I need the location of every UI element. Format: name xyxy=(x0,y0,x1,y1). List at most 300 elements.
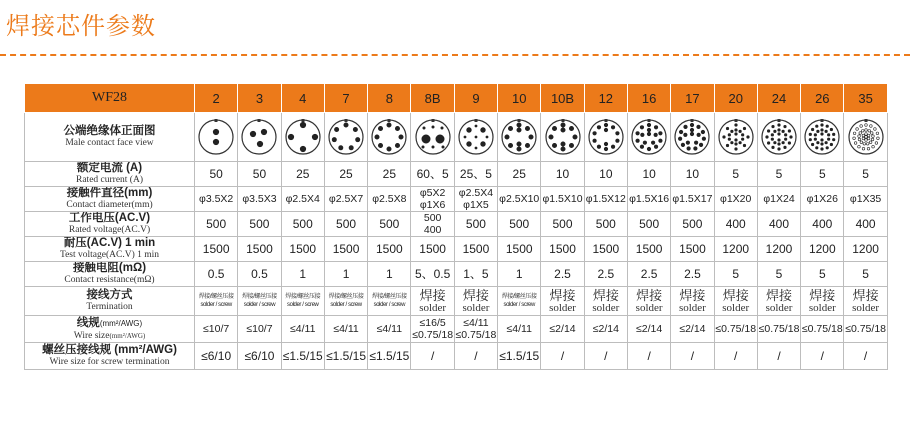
column-header: 9 xyxy=(454,84,497,113)
diameter-value: φ2.5X7 xyxy=(328,193,364,205)
row-label-en: Contact resistance(mΩ) xyxy=(64,275,155,285)
screwwire-cell xyxy=(411,343,454,370)
voltage-cell xyxy=(714,212,757,237)
current-value: 60、5 xyxy=(416,166,449,181)
test-value: 1200 xyxy=(808,241,836,256)
current-value: 10 xyxy=(599,166,613,181)
screwwire-cell xyxy=(844,343,887,370)
termination-cell xyxy=(627,287,670,316)
test-cell xyxy=(498,237,541,262)
spec-table xyxy=(24,83,888,370)
diameter-value: φ1X20 xyxy=(720,193,752,205)
test-value: 1500 xyxy=(375,241,403,256)
test-cell xyxy=(454,237,497,262)
termination-cell xyxy=(541,287,584,316)
column-header: 10 xyxy=(498,84,541,113)
column-header: 20 xyxy=(714,84,757,113)
resistance-value: 5 xyxy=(732,266,740,281)
resistance-cell xyxy=(238,262,281,287)
termination-value: solder / screw xyxy=(200,302,232,308)
resistance-cell xyxy=(714,262,757,287)
diameter-value: φ1.5X12 xyxy=(585,193,626,205)
wire-value: ≤4/11 xyxy=(506,323,532,335)
test-cell xyxy=(238,237,281,262)
diameter-cell xyxy=(411,187,454,212)
test-row xyxy=(25,237,888,262)
screwwire-value: / xyxy=(474,348,478,363)
current-cell xyxy=(714,162,757,187)
termination-value: solder xyxy=(549,301,576,314)
row-label-en: Wire size(mm²/AWG) xyxy=(73,330,146,341)
test-value: 1500 xyxy=(592,241,620,256)
diameter-cell xyxy=(498,187,541,212)
voltage-value: 500 xyxy=(379,216,400,231)
wire-value: ≤0.75/18 xyxy=(715,323,757,335)
voltage-value: 400 xyxy=(725,216,746,231)
connector-face-icon xyxy=(630,118,668,156)
screwwire-cell xyxy=(195,343,238,370)
termination-cell xyxy=(844,287,887,316)
current-cell xyxy=(801,162,844,187)
test-cell xyxy=(627,237,670,262)
connector-face-icon xyxy=(457,118,495,156)
resistance-cell xyxy=(498,262,541,287)
screwwire-cell xyxy=(671,343,714,370)
diameter-value: φ1X26 xyxy=(806,193,838,205)
voltage-value: 500 xyxy=(639,216,660,231)
current-value: 5 xyxy=(775,166,783,181)
column-header: 8 xyxy=(368,84,411,113)
wire-row xyxy=(25,316,888,343)
termination-value: solder xyxy=(808,301,836,314)
wire-value: ≤2/14 xyxy=(636,323,663,335)
termination-value: 焊接 xyxy=(592,287,619,303)
test-value: 1500 xyxy=(679,241,706,256)
resistance-value: 1 xyxy=(299,266,307,281)
termination-cell xyxy=(324,287,367,316)
face-view-row xyxy=(25,113,888,162)
column-header: 26 xyxy=(801,84,844,113)
diameter-value: φ2.5X8 xyxy=(372,193,407,205)
voltage-cell xyxy=(801,212,844,237)
connector-face-icon xyxy=(327,118,365,156)
screwwire-value: / xyxy=(820,348,824,363)
diameter-value: φ1X6 xyxy=(419,199,446,211)
voltage-cell xyxy=(454,212,497,237)
header-row xyxy=(25,84,888,113)
row-label-termination xyxy=(25,287,195,316)
test-cell xyxy=(411,237,454,262)
test-cell xyxy=(584,237,627,262)
row-label-face xyxy=(25,113,195,162)
test-cell xyxy=(541,237,584,262)
test-cell xyxy=(801,237,844,262)
screwwire-value: / xyxy=(430,348,435,363)
termination-cell xyxy=(757,287,800,316)
voltage-value: 400 xyxy=(423,224,442,236)
row-label-en: Test voltage(AC.V) 1 min xyxy=(59,250,160,260)
test-value: 1500 xyxy=(332,241,360,256)
face-view-cell xyxy=(498,113,541,162)
screwwire-value: / xyxy=(604,348,608,363)
termination-cell xyxy=(801,287,844,316)
screwwire-value: ≤6/10 xyxy=(244,348,275,363)
row-label-cn: 螺丝压接线规 (mm²/AWG) xyxy=(42,344,177,356)
connector-face-icon xyxy=(673,118,711,156)
face-view-cell xyxy=(714,113,757,162)
resistance-value: 5 xyxy=(818,266,826,281)
test-cell xyxy=(844,237,887,262)
termination-value: solder xyxy=(419,301,447,314)
resistance-value: 2.5 xyxy=(640,266,658,281)
row-label-cn: 公端绝缘体正面图 xyxy=(63,125,156,137)
current-value: 25 xyxy=(512,166,526,181)
test-cell xyxy=(324,237,367,262)
column-header: 35 xyxy=(844,84,887,113)
row-label-en: Rated voltage(AC.V) xyxy=(68,225,151,235)
current-cell xyxy=(238,162,281,187)
termination-cell xyxy=(714,287,757,316)
resistance-value: 0.5 xyxy=(207,266,225,281)
current-value: 5 xyxy=(818,166,826,181)
wire-value: ≤0.75/18 xyxy=(758,323,800,335)
row-label-screwwire xyxy=(25,343,195,370)
screwwire-cell xyxy=(801,343,844,370)
voltage-cell xyxy=(844,212,887,237)
resistance-value: 5 xyxy=(775,266,783,281)
test-value: 1500 xyxy=(289,241,317,256)
resistance-cell xyxy=(454,262,497,287)
test-value: 1500 xyxy=(462,241,490,256)
wire-cell xyxy=(541,316,584,343)
wire-cell xyxy=(757,316,800,343)
screwwire-cell xyxy=(498,343,541,370)
screwwire-value: / xyxy=(863,348,868,363)
wire-value: ≤16/5 xyxy=(419,317,446,329)
termination-value: 焊接 xyxy=(462,287,489,303)
diameter-cell xyxy=(757,187,800,212)
resistance-row xyxy=(25,262,888,287)
termination-value: solder xyxy=(852,301,880,314)
row-label-en: Male contact face view xyxy=(65,138,154,148)
current-cell xyxy=(844,162,887,187)
column-header: 7 xyxy=(324,84,367,113)
page-title: 焊接芯件参数 xyxy=(6,12,156,40)
diameter-value: φ1.5X10 xyxy=(542,193,583,205)
wire-cell xyxy=(844,316,887,343)
column-header: 10B xyxy=(541,84,584,113)
wire-cell xyxy=(411,316,454,343)
resistance-cell xyxy=(324,262,367,287)
wire-value: ≤4/11 xyxy=(376,323,403,335)
column-header: 24 xyxy=(757,84,800,113)
connector-face-icon xyxy=(414,118,452,156)
resistance-cell xyxy=(281,262,324,287)
resistance-value: 2.5 xyxy=(684,266,701,281)
face-view-cell xyxy=(195,113,238,162)
wire-cell xyxy=(671,316,714,343)
diameter-value: φ2.5X4 xyxy=(285,193,320,205)
connector-face-icon xyxy=(197,118,235,156)
termination-value: solder / screw xyxy=(330,302,362,308)
current-value: 5 xyxy=(862,166,869,181)
termination-value: 焊接 xyxy=(636,287,663,303)
diameter-cell xyxy=(238,187,281,212)
screwwire-cell xyxy=(627,343,670,370)
face-view-cell xyxy=(541,113,584,162)
screwwire-cell xyxy=(541,343,584,370)
termination-cell xyxy=(671,287,714,316)
resistance-cell xyxy=(195,262,238,287)
resistance-value: 2.5 xyxy=(597,266,615,281)
voltage-value: 500 xyxy=(682,216,703,231)
voltage-cell xyxy=(195,212,238,237)
screwwire-cell xyxy=(714,343,757,370)
test-cell xyxy=(671,237,714,262)
voltage-cell xyxy=(541,212,584,237)
wire-value: ≤2/14 xyxy=(592,323,619,335)
face-view-cell xyxy=(281,113,324,162)
row-label-cn: 额定电流 (A) xyxy=(76,162,143,174)
termination-row xyxy=(25,287,888,316)
current-cell xyxy=(627,162,670,187)
wire-cell xyxy=(195,316,238,343)
wire-value: ≤0.75/18 xyxy=(845,323,886,335)
connector-face-icon xyxy=(803,118,841,156)
row-label-en: Rated current (A) xyxy=(76,175,143,185)
resistance-value: 5 xyxy=(862,266,869,281)
termination-value: solder xyxy=(765,301,793,314)
current-value: 50 xyxy=(209,166,223,181)
wire-value: ≤2/14 xyxy=(679,323,706,335)
termination-value: 焊接/螺丝压接 xyxy=(371,294,407,300)
voltage-row xyxy=(25,212,888,237)
diameter-cell xyxy=(844,187,887,212)
voltage-value: 400 xyxy=(768,216,790,231)
resistance-value: 5、0.5 xyxy=(414,266,451,281)
row-label-en: Wire size for screw termination xyxy=(49,357,170,367)
wire-value: ≤2/14 xyxy=(549,323,576,335)
test-value: 1500 xyxy=(505,241,533,256)
screwwire-value: ≤1.5/15 xyxy=(282,348,323,363)
diameter-value: φ1X24 xyxy=(763,193,795,205)
connector-face-icon xyxy=(847,118,885,156)
face-view-cell xyxy=(801,113,844,162)
column-header: 3 xyxy=(238,84,281,113)
column-header: 12 xyxy=(584,84,627,113)
row-label-diameter xyxy=(25,187,195,212)
diameter-value: φ2.5X10 xyxy=(499,193,540,205)
wire-value: ≤4/11 xyxy=(333,323,359,335)
current-cell xyxy=(541,162,584,187)
resistance-cell xyxy=(627,262,670,287)
termination-cell xyxy=(498,287,541,316)
resistance-cell xyxy=(368,262,411,287)
test-value: 1200 xyxy=(765,241,793,256)
wire-cell xyxy=(498,316,541,343)
diameter-value: φ1.5X16 xyxy=(629,193,670,205)
diameter-value: φ2.5X4 xyxy=(458,187,494,199)
current-row xyxy=(25,162,888,187)
diameter-cell xyxy=(671,187,714,212)
diameter-value: φ1X5 xyxy=(463,199,489,211)
wire-cell xyxy=(714,316,757,343)
column-header: 16 xyxy=(627,84,670,113)
resistance-cell xyxy=(671,262,714,287)
test-value: 1200 xyxy=(852,241,879,256)
screwwire-value: ≤1.5/15 xyxy=(369,348,410,363)
termination-value: solder xyxy=(635,301,663,314)
diameter-cell xyxy=(281,187,324,212)
current-value: 25 xyxy=(296,166,310,181)
termination-value: solder / screw xyxy=(503,302,535,308)
termination-value: solder xyxy=(592,301,620,314)
row-label-voltage xyxy=(25,212,195,237)
screwwire-value: ≤1.5/15 xyxy=(326,348,367,363)
row-label-current xyxy=(25,162,195,187)
face-view-cell xyxy=(671,113,714,162)
voltage-value: 500 xyxy=(552,216,573,231)
current-value: 10 xyxy=(555,166,570,181)
test-cell xyxy=(195,237,238,262)
diameter-cell xyxy=(714,187,757,212)
row-label-cn: 线规(mm²/AWG) xyxy=(76,316,143,329)
test-cell xyxy=(757,237,800,262)
face-view-cell xyxy=(411,113,454,162)
voltage-cell xyxy=(281,212,324,237)
test-cell xyxy=(281,237,324,262)
connector-face-icon xyxy=(240,118,278,156)
current-cell xyxy=(584,162,627,187)
diameter-value: φ1.5X17 xyxy=(672,193,713,205)
wire-cell xyxy=(324,316,367,343)
voltage-value: 500 xyxy=(423,212,442,224)
termination-value: 焊接 xyxy=(809,287,836,303)
column-header: 17 xyxy=(671,84,714,113)
test-cell xyxy=(714,237,757,262)
screwwire-value: / xyxy=(690,348,695,363)
test-value: 1500 xyxy=(202,241,230,256)
voltage-cell xyxy=(757,212,800,237)
voltage-cell xyxy=(411,212,454,237)
termination-value: 焊接/螺丝压接 xyxy=(198,294,234,300)
row-label-cn: 工作电压(AC.V) xyxy=(68,212,151,224)
current-cell xyxy=(324,162,367,187)
diameter-cell xyxy=(584,187,627,212)
current-cell xyxy=(454,162,497,187)
diameter-value: φ5X2 xyxy=(419,187,446,199)
termination-cell xyxy=(584,287,627,316)
current-value: 25 xyxy=(382,166,397,181)
diameter-cell xyxy=(324,187,367,212)
termination-cell xyxy=(238,287,281,316)
connector-face-icon xyxy=(760,118,798,156)
wire-cell xyxy=(281,316,324,343)
diameter-value: φ3.5X2 xyxy=(199,193,234,205)
screwwire-cell xyxy=(757,343,800,370)
diameter-cell xyxy=(195,187,238,212)
test-value: 1500 xyxy=(549,241,576,256)
voltage-value: 400 xyxy=(812,216,833,231)
column-header: 8B xyxy=(411,84,454,113)
termination-value: 焊接 xyxy=(419,287,446,303)
voltage-cell xyxy=(627,212,670,237)
current-value: 25 xyxy=(339,166,353,181)
voltage-value: 500 xyxy=(336,216,357,231)
test-value: 1200 xyxy=(722,241,750,256)
row-label-en: Contact diameter(mm) xyxy=(66,200,153,210)
wire-value: ≤0.75/18 xyxy=(455,329,497,341)
voltage-cell xyxy=(368,212,411,237)
voltage-value: 500 xyxy=(595,216,616,231)
screwwire-value: / xyxy=(777,348,781,363)
termination-value: solder / screw xyxy=(243,302,276,308)
resistance-value: 1 xyxy=(385,266,393,281)
current-cell xyxy=(195,162,238,187)
resistance-value: 0.5 xyxy=(251,266,268,281)
row-label-cn: 接触件直径(mm) xyxy=(66,187,153,199)
diameter-cell xyxy=(627,187,670,212)
resistance-cell xyxy=(757,262,800,287)
current-cell xyxy=(757,162,800,187)
voltage-value: 400 xyxy=(855,216,876,231)
face-view-cell xyxy=(584,113,627,162)
screwwire-value: ≤6/10 xyxy=(201,348,232,363)
resistance-cell xyxy=(411,262,454,287)
diameter-cell xyxy=(368,187,411,212)
resistance-cell xyxy=(801,262,844,287)
wire-cell xyxy=(238,316,281,343)
voltage-value: 500 xyxy=(249,216,270,231)
termination-cell xyxy=(195,287,238,316)
diameter-row xyxy=(25,187,888,212)
model-header: WF28 xyxy=(25,84,195,113)
row-label-cn: 接触电阻(mΩ) xyxy=(72,262,147,274)
current-value: 10 xyxy=(642,166,656,181)
screwwire-value: / xyxy=(734,348,738,363)
screwwire-value: / xyxy=(560,348,565,363)
voltage-cell xyxy=(498,212,541,237)
face-view-cell xyxy=(454,113,497,162)
wire-cell xyxy=(584,316,627,343)
row-label-test xyxy=(25,237,195,262)
termination-value: 焊接/螺丝压接 xyxy=(242,294,277,300)
wire-value: ≤10/7 xyxy=(203,323,230,335)
row-label-cn: 耐压(AC.V) 1 min xyxy=(63,237,156,249)
connector-face-icon xyxy=(370,118,408,156)
diameter-value: φ1X35 xyxy=(849,193,882,205)
termination-cell xyxy=(454,287,497,316)
current-cell xyxy=(411,162,454,187)
voltage-value: 500 xyxy=(465,216,486,231)
wire-cell xyxy=(368,316,411,343)
screwwire-cell xyxy=(281,343,324,370)
screwwire-cell xyxy=(584,343,627,370)
wire-value: ≤4/11 xyxy=(290,323,316,335)
termination-cell xyxy=(281,287,324,316)
wire-value: ≤0.75/18 xyxy=(801,323,843,335)
voltage-value: 500 xyxy=(206,216,227,231)
current-cell xyxy=(281,162,324,187)
connector-face-icon xyxy=(717,118,755,156)
current-cell xyxy=(671,162,714,187)
resistance-value: 1、5 xyxy=(463,266,489,281)
column-header: 2 xyxy=(195,84,238,113)
row-label-en: Termination xyxy=(86,302,133,312)
face-view-cell xyxy=(324,113,367,162)
voltage-cell xyxy=(671,212,714,237)
screwwire-cell xyxy=(238,343,281,370)
